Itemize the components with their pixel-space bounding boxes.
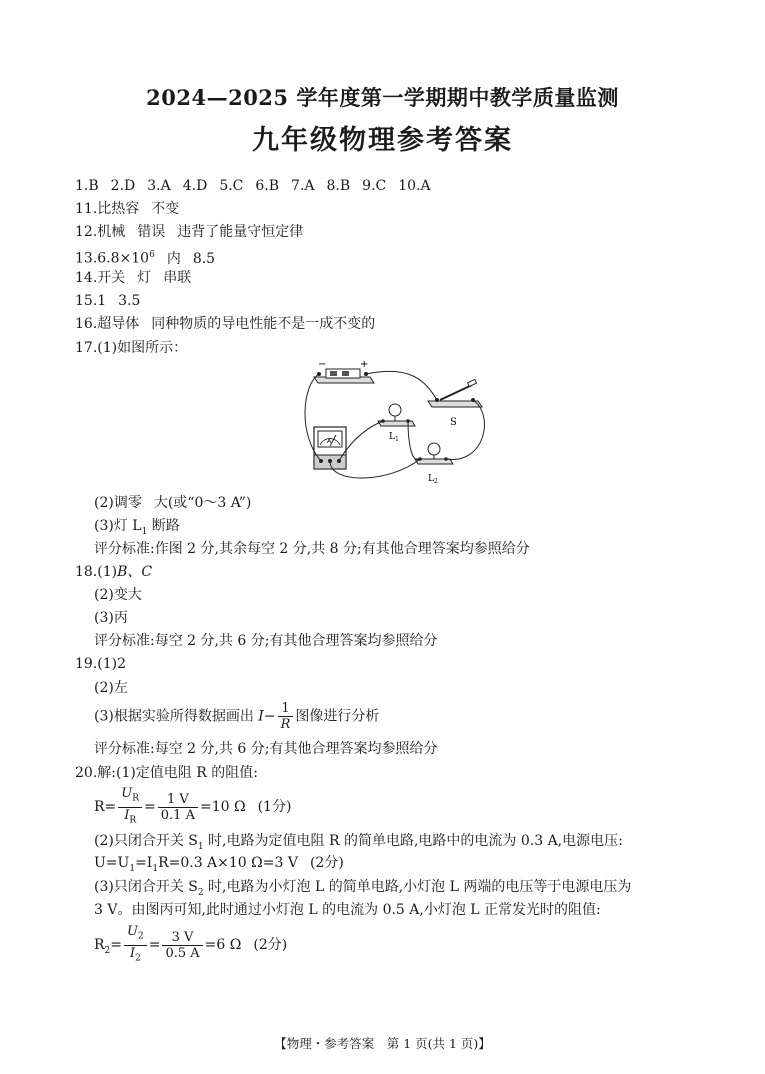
answer-2: 2.D	[110, 178, 136, 194]
answer-20-2b: 时,电路为定值电阻 R 的简单电路,电路中的电流为 0.3 A,电源电压:	[203, 833, 623, 849]
answer-13	[75, 246, 215, 268]
formula2-sub2: 1	[152, 863, 159, 874]
formula1-den-i: I	[124, 807, 130, 823]
answer-15-b: 3.5	[118, 293, 141, 309]
answer-18-1-value: B、C	[117, 564, 153, 580]
formula2-a: U=U	[94, 855, 130, 871]
formula3-den	[124, 946, 147, 967]
lamp-l1-subscript: 1	[394, 436, 399, 443]
answer-20-part2	[94, 832, 623, 856]
formula3-eq2: =	[148, 937, 161, 954]
answer-12-c: 违背了能量守恒定律	[177, 224, 304, 240]
answer-20-3b: 时,电路为小灯泡 L 的简单电路,小灯泡 L 两端的电压等于电源电压为	[203, 879, 632, 895]
fraction-numerator: 1	[278, 701, 294, 717]
formula1-frac-numeric	[158, 792, 198, 823]
formula1-den-sub: R	[129, 815, 137, 826]
answer-20-formula1	[94, 786, 291, 828]
answer-12-b: 错误	[137, 224, 166, 240]
battery-minus-label: −	[318, 359, 327, 370]
formula1-den2: 0.1 A	[160, 807, 195, 823]
formula3-eq: =	[110, 937, 123, 954]
answer-20-part3	[94, 878, 631, 902]
answer-19-part3	[94, 701, 379, 732]
formula3-points: (2分)	[253, 937, 288, 954]
formula3-num	[124, 924, 147, 946]
formula3-num2: 3 V	[162, 930, 202, 946]
answer-19-3b: 图像进行分析	[295, 708, 380, 725]
formula1-den	[118, 808, 142, 829]
answer-19-3-dash: −	[263, 708, 276, 725]
answer-6: 6.B	[255, 178, 280, 194]
formula1-result: =10 Ω	[199, 799, 246, 816]
answer-17-part2	[94, 494, 251, 512]
answer-1: 1.B	[75, 178, 99, 194]
formula3-result: =6 Ω	[204, 937, 242, 954]
answer-17-3a: (3)灯 L	[94, 518, 142, 534]
answer-18-part3: (3)丙	[94, 610, 128, 626]
lamp-l1-label	[389, 432, 399, 443]
formula3-den-i: I	[129, 945, 136, 961]
formula2-sub1: 1	[129, 863, 136, 874]
switch-label: S	[450, 417, 457, 428]
answer-13-c: 8.5	[192, 250, 216, 267]
answer-9: 9.C	[362, 178, 387, 194]
answer-19-3-i: I	[258, 708, 264, 725]
answer-13-exponent: 6	[149, 250, 155, 260]
formula1-num-u: U	[121, 786, 133, 801]
switch-icon	[428, 379, 482, 407]
fraction-denominator-r: R	[280, 717, 291, 732]
answer-17-2a: (2)调零	[94, 495, 142, 511]
answer-17-3b: 断路	[147, 518, 180, 534]
lamp-l2-subscript: 2	[433, 478, 438, 485]
answer-5: 5.C	[219, 178, 244, 194]
answer-15-a: 15.1	[75, 293, 107, 309]
lamp-l1-letter: L	[389, 432, 395, 442]
answer-13-b: 内	[166, 250, 181, 267]
ammeter-a-label: A	[327, 438, 332, 445]
answer-11-b: 不变	[151, 201, 180, 217]
answer-16-b: 同种物质的导电性能不是一成不变的	[151, 316, 376, 332]
answer-19-part2: (2)左	[94, 680, 128, 696]
answer-16	[75, 315, 375, 333]
formula3-lhs: R	[94, 937, 105, 954]
answer-17-part3	[94, 517, 180, 541]
answer-18-part2: (2)变大	[94, 587, 142, 603]
formula1-frac-symbolic	[118, 786, 142, 828]
lamp-l2-label	[428, 474, 438, 485]
circuit-diagram	[300, 355, 490, 490]
formula3-num-sub: 2	[137, 931, 144, 942]
exam-title: 2024—2025 学年度第一学期期中教学质量监测	[146, 85, 619, 110]
answer-19-part1: 19.(1)2	[75, 656, 127, 672]
formula1-num	[118, 786, 142, 808]
answer-14-c: 串联	[163, 270, 192, 286]
answer-20-3a: (3)只闭合开关 S	[94, 879, 198, 895]
battery-plus-label: +	[360, 359, 369, 370]
answer-10: 10.A	[398, 178, 431, 194]
answer-19-3-fraction	[278, 701, 294, 732]
answer-17-3-subscript: 1	[141, 526, 148, 537]
formula1-num-sub: R	[132, 793, 140, 804]
answer-18-1-label: 18.(1)	[75, 564, 118, 580]
page-footer: 【物理・参考答案 第 1 页(共 1 页)】	[274, 1036, 491, 1051]
answer-key-title: 九年级物理参考答案	[252, 125, 513, 156]
answer-11-a: 11.比热容	[75, 201, 140, 217]
answer-20-2a: (2)只闭合开关 S	[94, 833, 198, 849]
formula3-frac-numeric	[162, 930, 202, 961]
battery-icon	[314, 369, 374, 383]
answer-3: 3.A	[147, 178, 171, 194]
answer-14-b: 灯	[137, 270, 152, 286]
answer-16-a: 16.超导体	[75, 316, 140, 332]
formula3-lhs-sub: 2	[104, 945, 111, 956]
answer-19-score: 评分标准:每空 2 分,共 6 分;有其他合理答案均参照给分	[94, 741, 438, 757]
answer-12-a: 12.机械	[75, 224, 126, 240]
answer-19-3a: (3)根据实验所得数据画出	[94, 708, 254, 725]
answer-20-2-subscript: 1	[197, 841, 204, 852]
answer-14-a: 14.开关	[75, 270, 126, 286]
answer-13-a: 13.6.8×10	[75, 250, 150, 267]
answer-20-formula2	[94, 854, 344, 878]
answer-11	[75, 200, 179, 218]
answer-20-part3-cont: 3 V。由图丙可知,此时通过小灯泡 L 的电流为 0.5 A,小灯泡 L 正常发光时的阻值:	[94, 902, 601, 918]
formula1-lhs: R=	[94, 799, 117, 816]
answer-17-score: 评分标准:作图 2 分,其余每空 2 分,共 8 分;有其他合理答案均参照给分	[94, 541, 530, 557]
lamp-l1-icon	[378, 404, 415, 426]
answer-17-part1: 17.(1)如图所示：	[75, 340, 188, 356]
formula2-points: (2分)	[309, 855, 344, 871]
answer-14	[75, 269, 191, 287]
answer-20-3-subscript: 2	[197, 887, 204, 898]
mcq-answers	[75, 177, 431, 195]
formula3-frac-symbolic	[124, 924, 147, 966]
formula1-points: (1分)	[257, 799, 292, 816]
lamp-l2-icon	[415, 443, 453, 464]
formula3-den-sub: 2	[135, 953, 141, 964]
lamp-l2-letter: L	[428, 474, 434, 484]
formula3-den2: 0.5 A	[165, 945, 200, 961]
formula3-num-u: U	[127, 924, 138, 939]
answer-20-formula3	[94, 924, 287, 968]
answer-4: 4.D	[182, 178, 208, 194]
formula1-eq: =	[144, 799, 156, 816]
answer-18-part1	[75, 563, 152, 581]
formula2-b: =I	[135, 855, 153, 871]
answer-7: 7.A	[291, 178, 315, 194]
formula2-c: R=0.3 A×10 Ω=3 V	[158, 855, 298, 871]
fraction-denominator	[278, 717, 294, 732]
answer-17-2b: 大(或“0～3 A”)	[153, 495, 252, 511]
answer-15	[75, 292, 140, 310]
formula1-num2: 1 V	[158, 792, 198, 808]
answer-18-score: 评分标准:每空 2 分,共 6 分;有其他合理答案均参照给分	[94, 633, 438, 649]
answer-8: 8.B	[326, 178, 351, 194]
answer-20-part1: 20.解:(1)定值电阻 R 的阻值:	[75, 765, 258, 781]
answer-12	[75, 223, 303, 241]
